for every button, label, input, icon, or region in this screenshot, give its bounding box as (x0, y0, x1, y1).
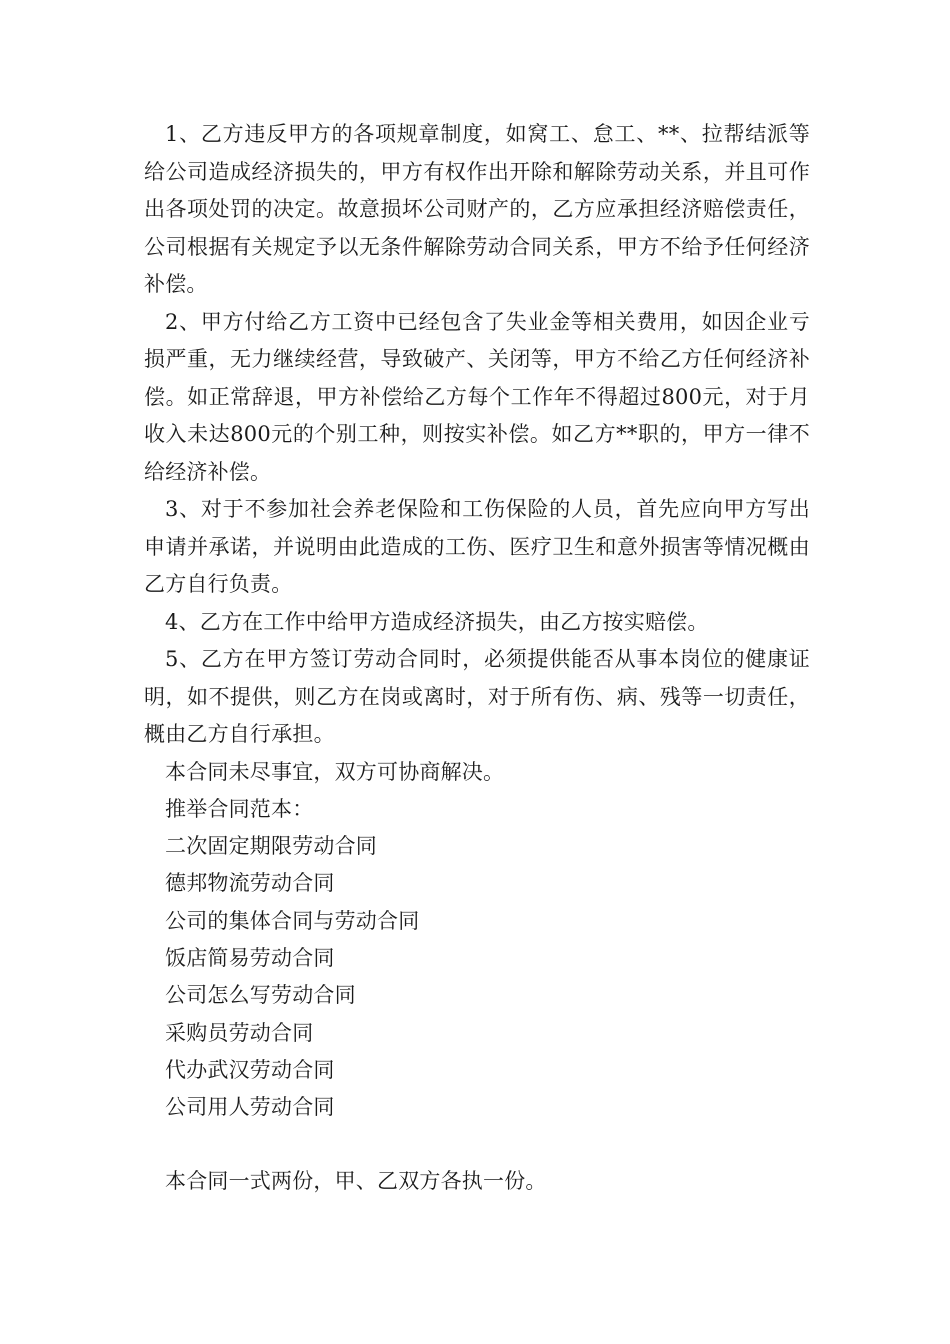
blank-line (144, 1126, 810, 1163)
template-link-4[interactable]: 饭店简易劳动合同 (165, 945, 335, 970)
recommend-heading: 推举合同范本： (165, 796, 314, 821)
template-link-5[interactable]: 公司怎么写劳动合同 (165, 983, 356, 1008)
clause-3: 3、对于不参加社会养老保险和工伤保险的人员，首先应向甲方写出申请并承诺，并说明由此造成的工伤、医疗卫生和意外损害等情况概由乙方自行负责。 (144, 497, 810, 596)
clause-5: 5、乙方在甲方签订劳动合同时，必须提供能否从事本岗位的健康证明，如不提供，则乙方在岗或离时，对于所有伤、病、残等一切责任，概由乙方自行承担。 (144, 647, 810, 746)
template-link-1[interactable]: 二次固定期限劳动合同 (165, 834, 377, 859)
final-line: 本合同一式两份，甲、乙双方各执一份。 (165, 1169, 547, 1194)
clause-1: 1、乙方违反甲方的各项规章制度，如窝工、怠工、**、拉帮结派等给公司造成经济损失的，甲方有权作出开除和解除劳动关系，并且可作出各项处罚的决定。故意损坏公司财产的，乙方应承担经济赔偿责任，公司根据有关规定予以无条件解除劳动合同关系，甲方不给予任何经济补偿。 (144, 122, 810, 296)
recommended-template-list (144, 828, 810, 1126)
template-link-7[interactable]: 代办武汉劳动合同 (165, 1057, 335, 1082)
template-link-8[interactable]: 公司用人劳动合同 (165, 1095, 335, 1120)
template-link-6[interactable]: 采购员劳动合同 (165, 1020, 314, 1045)
template-link-2[interactable]: 德邦物流劳动合同 (165, 871, 335, 896)
clause-2: 2、甲方付给乙方工资中已经包含了失业金等相关费用，如因企业亏损严重，无力继续经营，导致破产、关闭等，甲方不给乙方任何经济补偿。如正常辞退，甲方补偿给乙方每个工作年不得超过800元，对于月收入未达800元的个别工种，则按实补偿。如乙方**职的，甲方一律不给经济补偿。 (144, 309, 810, 484)
clause-4: 4、乙方在工作中给甲方造成经济损失，由乙方按实赔偿。 (165, 609, 709, 634)
closing-note: 本合同未尽事宜，双方可协商解决。 (165, 759, 505, 784)
template-link-3[interactable]: 公司的集体合同与劳动合同 (165, 908, 420, 933)
document-page (144, 116, 810, 1201)
